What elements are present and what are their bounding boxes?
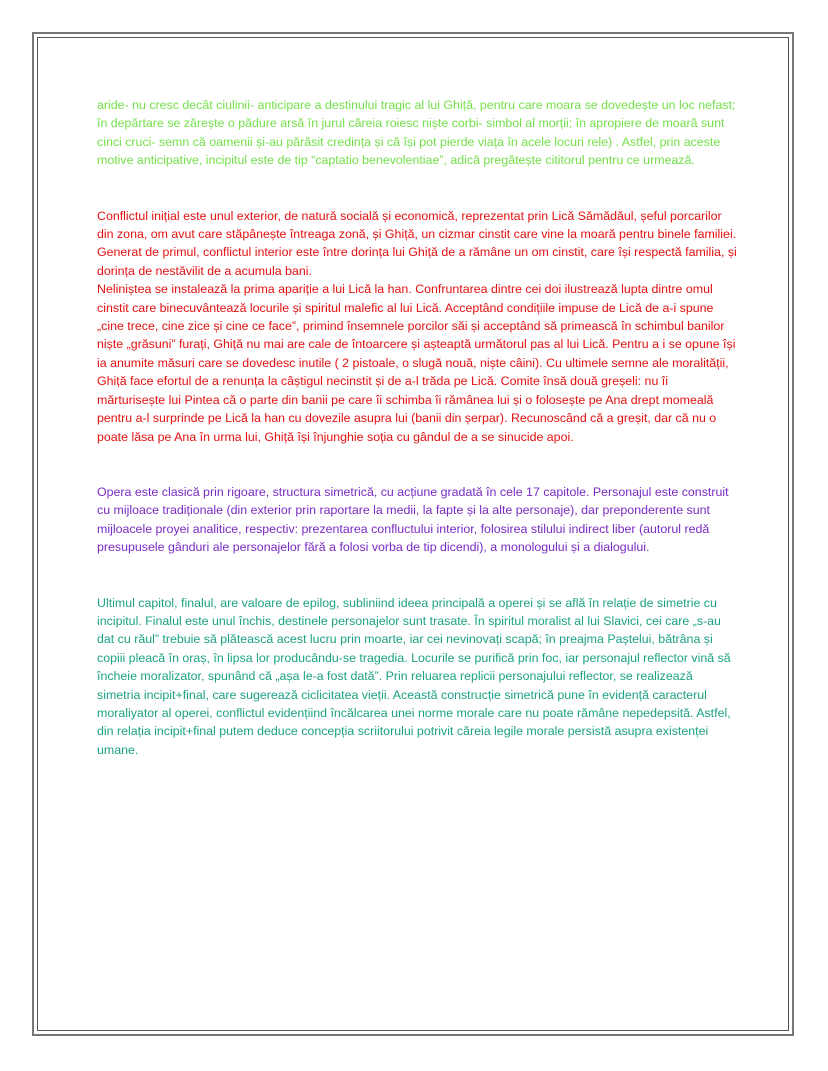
paragraph-final: Ultimul capitol, finalul, are valoare de epilog, subliniind ideea principală a operei și se află în relație de simetrie cu incipitul. Finalul este unul închis, destinele personajelor sunt trasate. În spiritul moralist al lui Slavici, cei care „s-au dat cu răul” trebuie să plătească acest lucru prin moarte, iar cei nevinovați scapă; în preajma Paștelui, bătrâna și copiii pleacă în oraș, în lipsa lor producându-se tragedia. Locurile se purifică prin foc, iar personajul reflector vină să încheie moralizator, spunând că „așa le-a fost dată”. Prin reluarea replicii personajului reflector, se realizează simetria incipit+final, care sugerează ciclicitatea vieții. Această construcție simetrică pune în evidență caracterul moraliyator al operei, conflictul evidențiind încălcarea unei norme morale care nu poate rămâne nepedepsită. Astfel, din relația incipit+final putem deduce concepția scriitorului potrivit căreia legile morale persistă asupra existenței umane. <box>97 595 731 757</box>
paragraph-classic: Opera este clasică prin rigoare, structura simetrică, cu acțiune gradată în cele 17 capitole. Personajul este construit cu mijloace tradiționale (din exterior prin raportare la medii, la fapte și la alte personaje), dar preponderente sunt mijloacele proyei analitice, respectiv: prezentarea confluctului interior, folosirea stilului indirect liber (autorul redă presupusele gânduri ale personajelor fără a folosi vorba de tip dicendi), a monologului și a dialogului. <box>97 484 729 555</box>
paragraph-spacer <box>97 170 737 207</box>
paragraph-spacer <box>97 446 737 483</box>
paragraph-conflict: Conflictul inițial este unul exterior, de natură socială și economică, reprezentat prin Lică Sămădăul, șeful porcarilor din zona, om avut care stăpânește întreaga zonă, și Ghiță, un cizmar cinstit care vine la moară pentru binele familiei. Generat de primul, conflictul interior este între dorința lui Ghiță de a rămâne un om cinstit, care își respectă familia, și dorința de nestăvilit de a acumula bani. <box>97 208 737 278</box>
document-body <box>97 96 737 759</box>
paragraph-intro: aride- nu cresc decât ciulinii- anticipare a destinului tragic al lui Ghiță, pentru care moara se dovedește un loc nefast; în depărtare se zărește o pădure arsă în jurul căreia roiesc niște corbi- simbol al morții; în apropiere de moară sunt cinci cruci- semn că oamenii și-au părăsit credința și că își pot pierde viața în acele locuri rele) . Astfel, prin aceste motive anticipative, incipitul este de tip “captatio benevolentiae”, adică pregătește cititorul pentru ce urmează. <box>97 98 736 168</box>
paragraph-conflict-continued: Neliniștea se instalează la prima apariție a lui Lică la han. Confruntarea dintre cei doi ilustrează lupta dintre omul cinstit care binecuvântează locurile și spiritul malefic al lui Lică. Acceptând condițiile impuse de Lică de a-i spune „cine trece, cine zice și cine ce face”, primind însemnele porcilor săi și acceptând să primească în schimbul banilor niște „grăsuni” furați, Ghiță nu mai are cale de întoarcere și așteaptă următorul pas al lui Lică. Pentru a i se opune își ia anumite măsuri care se dovedesc inutile ( 2 pistoale, o slugă nouă, niște câini). Cu ultimele semne ale moralității, Ghiță face efortul de a renunța la câștigul necinstit și de a-l trăda pe Lică. Comite însă două greșeli: nu îi mărturisește lui Pintea că o parte din banii pe care îi schimba îi rămânea lui și o folosește pe Ana drept momeală pentru a-l surprinde pe Lică la han cu dovezile asupra lui (banii din șerpar). Recunoscând că a greșit, dar că nu o poate lăsa pe Ana în urma lui, Ghiță își înjunghie soția cu gândul de a se sinucide apoi. <box>97 282 736 444</box>
paragraph-spacer <box>97 557 737 594</box>
